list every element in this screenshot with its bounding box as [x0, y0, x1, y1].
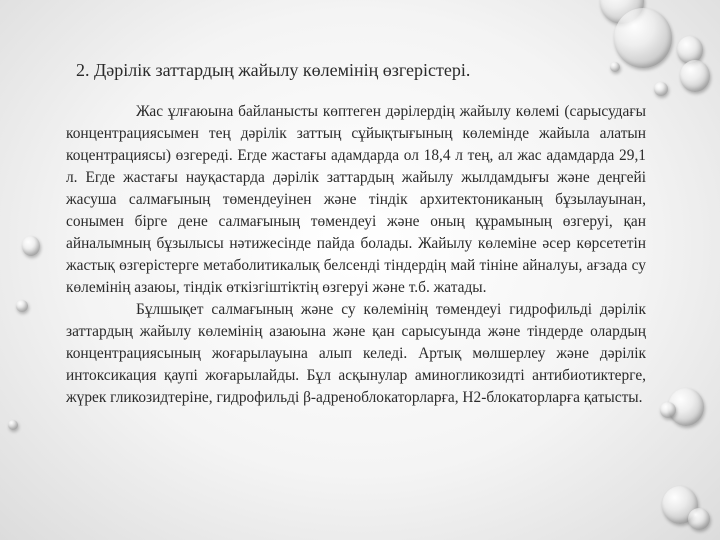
slide-title: 2. Дәрілік заттардың жайылу көлемінің өзгерістері. [76, 60, 471, 80]
water-drop-icon [8, 420, 18, 430]
water-drop-icon [22, 236, 40, 256]
water-drop-icon [680, 60, 710, 92]
water-drop-icon [660, 402, 676, 418]
paragraph: Жас ұлғаюына байланысты көптеген дәрілердің жайылу көлемі (сарысудағы концентрациясымен тең дәрілік заттың сұйықтығының көлемінде жайыла алатын коцентрациясы) өзгереді. Егде жастағы адамдарда ол 18,4 л тең, ал жас адамдарда 29,1 л. Егде жастағы науқастарда дәрілік заттардың жайылу жылдамдығы және деңгейі жасуша салмағының төмендеуінен және тіндік архитектониканың бұзылауынан, сонымен бірге дене салмағының төмендеуі және оның құрамының өзгеруі, қан айналымның бұзылысы нәтижесінде пайда болады. Жайылу көлеміне әсер көрсететін жастық өзгерістерге метаболитикалық белсенді тіндердің май тініне айналуы, ағзада су көлемінің азаюы, тіндік өткізгіштіктің өзгеруі және т.б. жатады. [66, 103, 646, 296]
water-drop-icon [688, 508, 710, 530]
water-drop-icon [614, 8, 672, 68]
water-drop-icon [610, 62, 620, 72]
water-drop-icon [16, 300, 28, 312]
water-drop-icon [654, 82, 668, 96]
paragraph: Бұлшықет салмағының және су көлемінің төмендеуі гидрофильді дәрілік заттардың жайылу көлемінің азаюына және қан сарысуында және тіндерде олардың концентрациясының жоғарылауына алып келеді. Артық мөлшерлеу және дәрілік интоксикация қаупі жоғарылайды. Бұл асқынулар аминогликозидті антибиотиктерге, жүрек гликозидтеріне, гидрофильді β-адреноблокаторларға, Н2-блокаторларға қатысты. [66, 301, 646, 406]
body-text [66, 101, 646, 409]
